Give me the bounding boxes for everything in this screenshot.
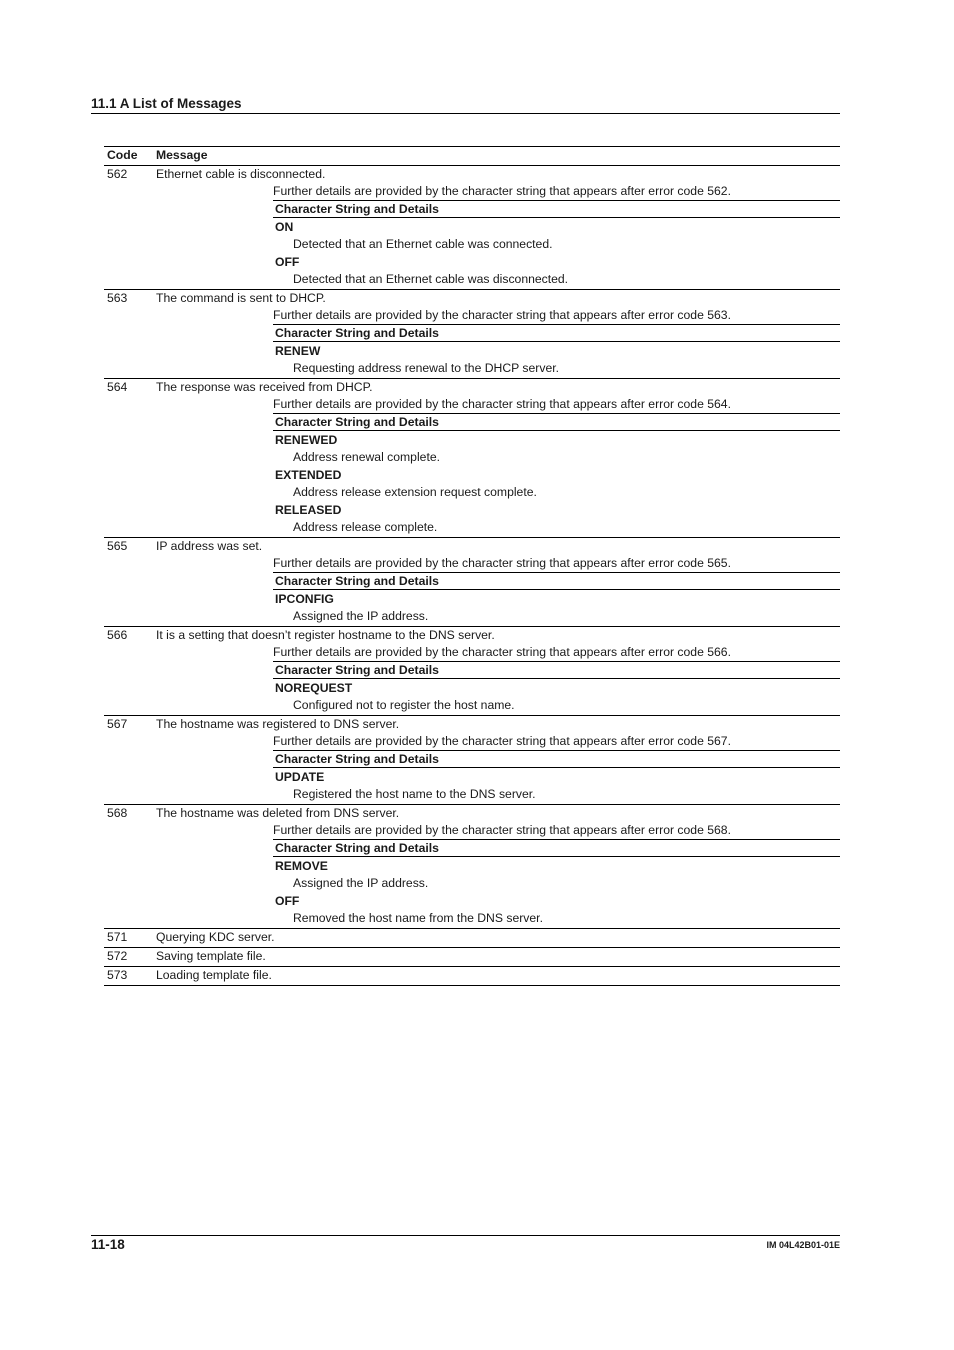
table-body (104, 166, 840, 986)
character-string-description: Configured not to register the host name. (293, 698, 515, 712)
character-string-key: UPDATE (275, 770, 325, 784)
entry-message: The hostname was deleted from DNS server. (156, 806, 400, 820)
further-details-text: Further details are provided by the character string that appears after error code 567. (273, 734, 731, 748)
character-string-description: Registered the host name to the DNS server. (293, 787, 536, 801)
character-string-header: Character String and Details (273, 200, 840, 218)
table-row (104, 948, 840, 967)
further-details-text: Further details are provided by the character string that appears after error code 566. (273, 645, 731, 659)
entry-code: 567 (107, 717, 128, 731)
table-row (104, 805, 840, 929)
character-string-description: Address release extension request complete. (293, 485, 537, 499)
further-details-text: Further details are provided by the character string that appears after error code 568. (273, 823, 731, 837)
entry-main-line (104, 166, 840, 183)
entry-main-line (104, 290, 840, 307)
table-row (104, 538, 840, 627)
entry-details (273, 396, 840, 536)
message-table (104, 146, 840, 986)
entry-message: Querying KDC server. (156, 930, 275, 944)
code-column-header: Code (107, 148, 138, 162)
table-row (104, 166, 840, 290)
entry-details (273, 822, 840, 927)
further-details-text: Further details are provided by the character string that appears after error code 564. (273, 397, 731, 411)
entry-message: The response was received from DHCP. (156, 380, 373, 394)
table-row (104, 929, 840, 948)
table-row (104, 627, 840, 716)
section-title: 11.1 A List of Messages (91, 96, 840, 114)
entry-main-line (104, 967, 840, 984)
table-header-row (104, 147, 840, 166)
entry-message: Saving template file. (156, 949, 266, 963)
further-details-text: Further details are provided by the character string that appears after error code 565. (273, 556, 731, 570)
entry-code: 573 (107, 968, 128, 982)
character-string-description: Detected that an Ethernet cable was disconnected. (293, 272, 569, 286)
entry-message: Loading template file. (156, 968, 272, 982)
character-string-description: Assigned the IP address. (293, 876, 429, 890)
entry-code: 562 (107, 167, 128, 181)
entry-code: 572 (107, 949, 128, 963)
table-row (104, 967, 840, 986)
footer-divider (91, 1235, 840, 1236)
character-string-description: Requesting address renewal to the DHCP server. (293, 361, 560, 375)
table-row (104, 716, 840, 805)
entry-message: The hostname was registered to DNS server. (156, 717, 400, 731)
entry-message: IP address was set. (156, 539, 263, 553)
character-string-header: Character String and Details (273, 839, 840, 857)
character-string-key: NOREQUEST (275, 681, 353, 695)
entry-code: 571 (107, 930, 128, 944)
table-row (104, 290, 840, 379)
entry-details (273, 183, 840, 288)
entry-message: The command is sent to DHCP. (156, 291, 326, 305)
document-id: IM 04L42B01-01E (766, 1240, 840, 1250)
character-string-description: Address renewal complete. (293, 450, 440, 464)
entry-code: 564 (107, 380, 128, 394)
entry-message: It is a setting that doesn’t register hostname to the DNS server. (156, 628, 495, 642)
character-string-key: REMOVE (275, 859, 328, 873)
entry-main-line (104, 379, 840, 396)
character-string-description: Removed the host name from the DNS server. (293, 911, 543, 925)
character-string-key: ON (275, 220, 294, 234)
character-string-description: Assigned the IP address. (293, 609, 429, 623)
entry-details (273, 644, 840, 714)
entry-main-line (104, 805, 840, 822)
entry-message: Ethernet cable is disconnected. (156, 167, 326, 181)
entry-code: 565 (107, 539, 128, 553)
entry-code: 566 (107, 628, 128, 642)
entry-details (273, 555, 840, 625)
table-row (104, 379, 840, 538)
entry-main-line (104, 627, 840, 644)
character-string-key: IPCONFIG (275, 592, 334, 606)
further-details-text: Further details are provided by the character string that appears after error code 563. (273, 308, 731, 322)
character-string-description: Detected that an Ethernet cable was connected. (293, 237, 553, 251)
character-string-key: RELEASED (275, 503, 342, 517)
entry-code: 563 (107, 291, 128, 305)
page-number: 11-18 (91, 1237, 125, 1252)
entry-details (273, 733, 840, 803)
character-string-header: Character String and Details (273, 750, 840, 768)
entry-code: 568 (107, 806, 128, 820)
character-string-key: OFF (275, 894, 300, 908)
character-string-header: Character String and Details (273, 324, 840, 342)
further-details-text: Further details are provided by the character string that appears after error code 562. (273, 184, 731, 198)
entry-main-line (104, 948, 840, 965)
message-column-header: Message (156, 148, 208, 162)
entry-main-line (104, 716, 840, 733)
character-string-description: Address release complete. (293, 520, 438, 534)
character-string-header: Character String and Details (273, 572, 840, 590)
entry-main-line (104, 929, 840, 946)
character-string-key: RENEW (275, 344, 321, 358)
entry-details (273, 307, 840, 377)
character-string-header: Character String and Details (273, 661, 840, 679)
character-string-key: EXTENDED (275, 468, 342, 482)
character-string-header: Character String and Details (273, 413, 840, 431)
character-string-key: OFF (275, 255, 300, 269)
character-string-key: RENEWED (275, 433, 338, 447)
entry-main-line (104, 538, 840, 555)
